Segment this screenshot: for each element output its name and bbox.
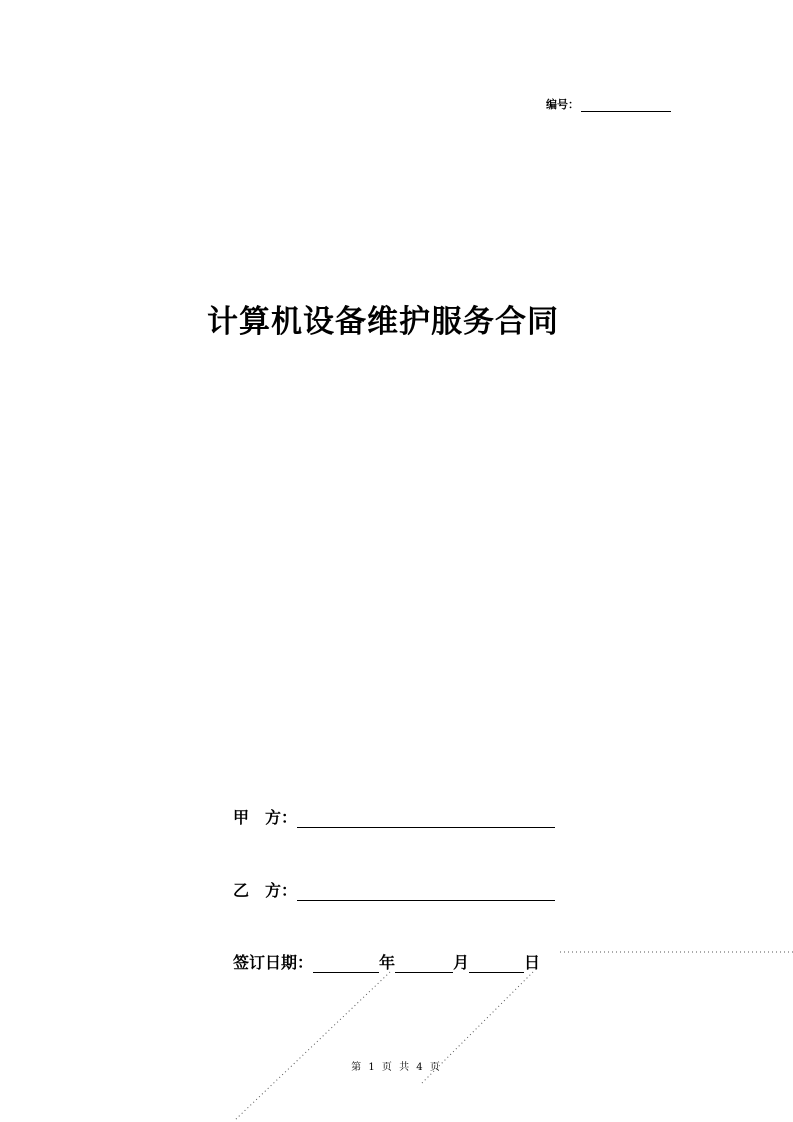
page-current: 1 bbox=[368, 1062, 377, 1073]
sign-date-field bbox=[233, 950, 540, 973]
party-a-label: 甲 方： bbox=[233, 808, 298, 827]
sign-date-label: 签订日期： bbox=[233, 953, 314, 972]
day-label: 日 bbox=[524, 953, 541, 972]
contract-number-label: 编号： bbox=[546, 98, 579, 111]
party-b-blank[interactable] bbox=[297, 884, 555, 901]
month-label: 月 bbox=[453, 953, 470, 972]
party-b-field bbox=[233, 878, 555, 901]
dotted-line-diagonal-left bbox=[235, 972, 390, 1120]
party-a-blank[interactable] bbox=[297, 811, 555, 828]
page-footer bbox=[0, 1058, 793, 1073]
year-label: 年 bbox=[379, 953, 396, 972]
contract-number-blank[interactable] bbox=[581, 99, 671, 112]
year-blank[interactable] bbox=[313, 956, 379, 973]
day-blank[interactable] bbox=[469, 956, 524, 973]
document-title: 计算机设备维护服务合同 bbox=[207, 304, 559, 340]
page-total: 4 bbox=[416, 1062, 425, 1073]
month-blank[interactable] bbox=[395, 956, 453, 973]
page-suffix: 页 bbox=[429, 1062, 442, 1073]
party-b-label: 乙 方： bbox=[233, 881, 298, 900]
contract-number bbox=[546, 96, 671, 112]
page-prefix: 第 bbox=[351, 1062, 364, 1073]
page-mid: 页 共 bbox=[381, 1062, 412, 1073]
party-a-field bbox=[233, 805, 555, 828]
